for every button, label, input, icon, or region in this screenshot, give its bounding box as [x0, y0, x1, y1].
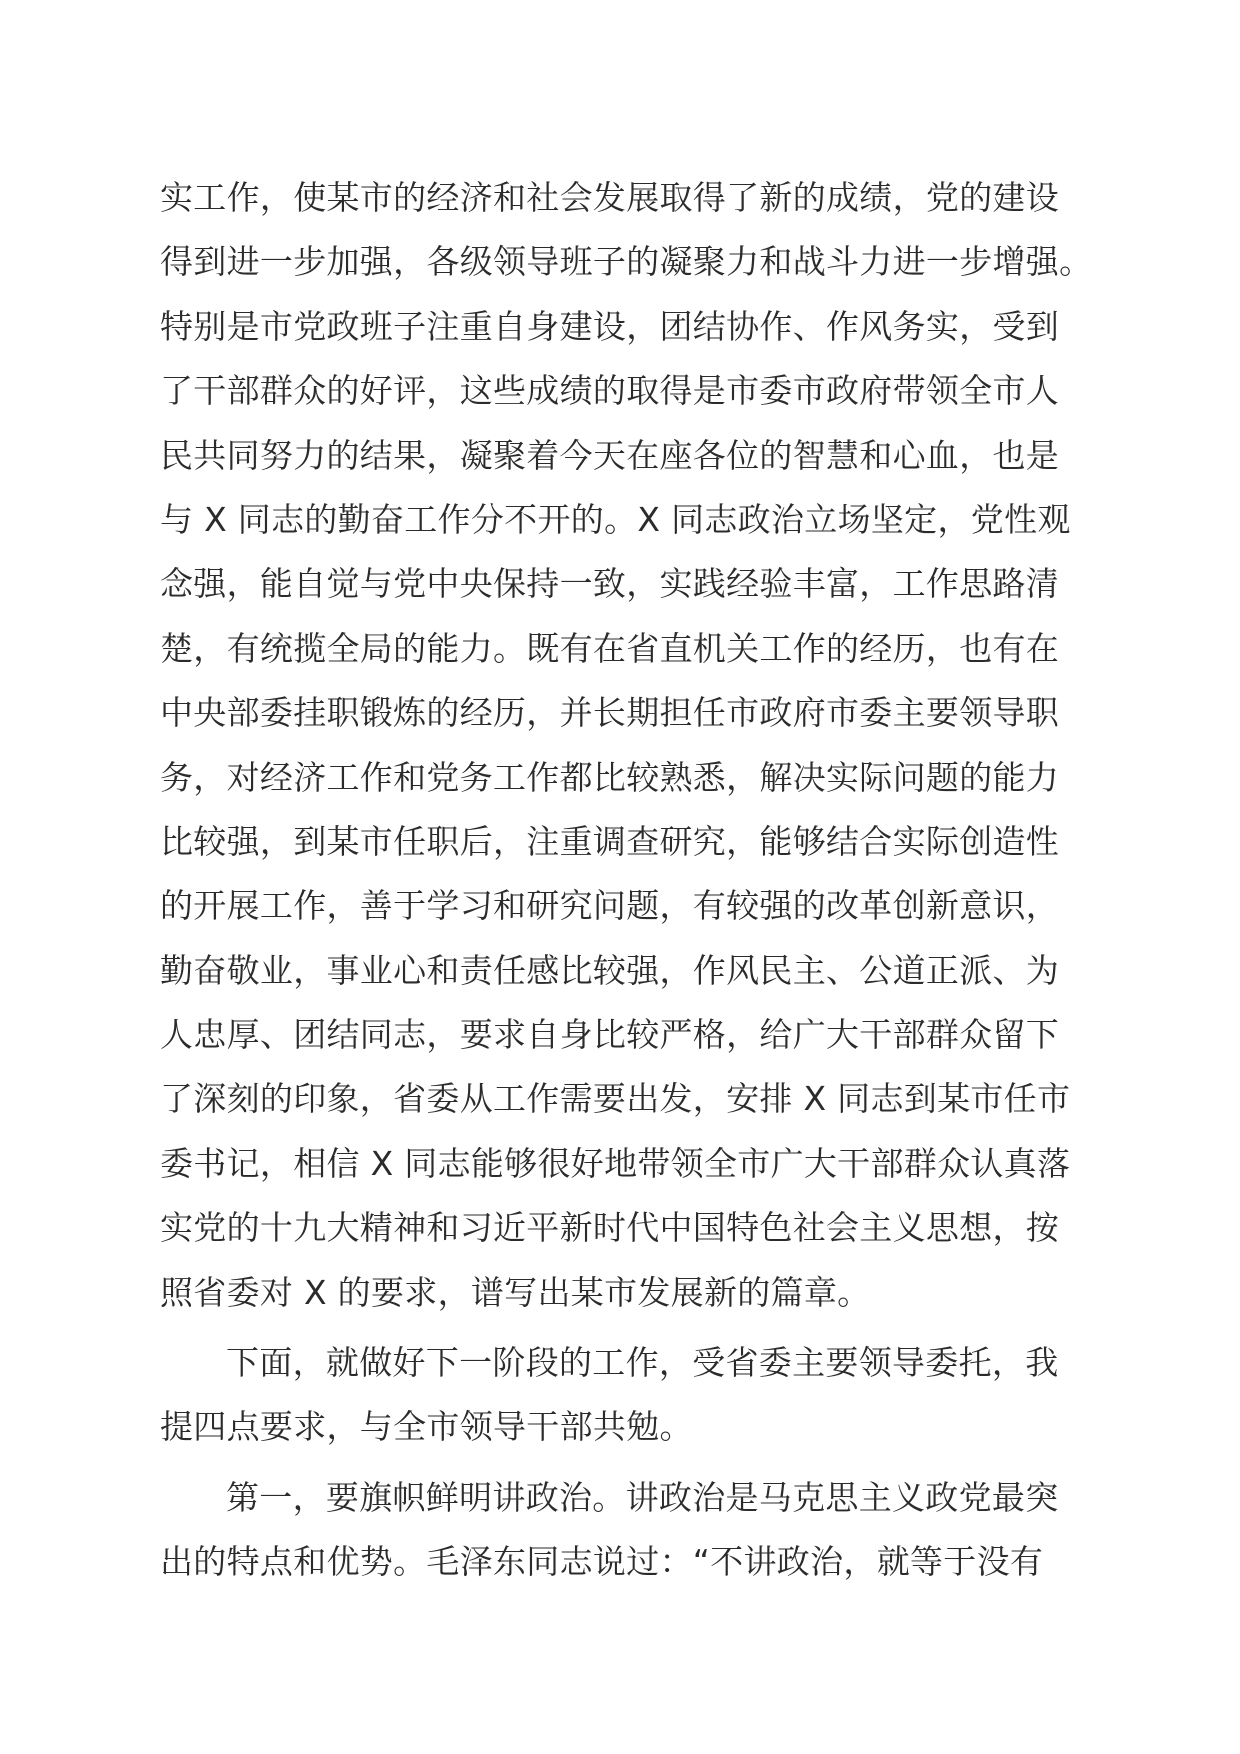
text-line: 照省委对 X 的要求，谱写出某市发展新的篇章。 [160, 1272, 871, 1312]
text-line: 得到进一步加强，各级领导班子的凝聚力和战斗力进一步增强。 [160, 242, 1093, 282]
text-line: 人忠厚、团结同志，要求自身比较严格，给广大干部群众留下 [160, 1015, 1060, 1055]
text-line: 的开展工作，善于学习和研究问题，有较强的改革创新意识， [160, 886, 1060, 926]
text-line: 念强，能自觉与党中央保持一致，实践经验丰富，工作思路清 [160, 564, 1060, 604]
text-line: 第一，要旗帜鲜明讲政治。讲政治是马克思主义政党最突 [226, 1477, 1059, 1517]
text-line: 民共同努力的结果，凝聚着今天在座各位的智慧和心血，也是 [160, 435, 1060, 475]
text-line: 了深刻的印象，省委从工作需要出发，安排 X 同志到某市任市 [160, 1079, 1071, 1119]
text-line: 了干部群众的好评，这些成绩的取得是市委市政府带领全市人 [160, 371, 1060, 411]
paragraph-2 [160, 1331, 1090, 1460]
text-line: 务，对经济工作和党务工作都比较熟悉，解决实际问题的能力 [160, 757, 1060, 797]
text-line: 勤奋敬业，事业心和责任感比较强，作风民主、公道正派、为 [160, 950, 1060, 990]
text-line: 与 X 同志的勤奋工作分不开的。X 同志政治立场坚定，党性观 [160, 499, 1071, 539]
paragraph-3 [160, 1466, 1090, 1595]
text-line: 中央部委挂职锻炼的经历，并长期担任市政府市委主要领导职 [160, 693, 1060, 733]
text-line: 楚，有统揽全局的能力。既有在省直机关工作的经历，也有在 [160, 628, 1060, 668]
text-line: 出的特点和优势。毛泽东同志说过：“不讲政治，就等于没有 [160, 1542, 1044, 1582]
text-line: 下面，就做好下一阶段的工作，受省委主要领导委托，我 [226, 1343, 1059, 1383]
text-line: 特别是市党政班子注重自身建设，团结协作、作风务实，受到 [160, 306, 1060, 346]
text-line: 提四点要求，与全市领导干部共勉。 [160, 1407, 693, 1447]
document-body [160, 166, 1093, 1595]
paragraph-1 [160, 166, 1093, 1325]
text-line: 实党的十九大精神和习近平新时代中国特色社会主义思想，按 [160, 1208, 1060, 1248]
text-line: 实工作，使某市的经济和社会发展取得了新的成绩，党的建设 [160, 178, 1060, 217]
text-line: 委书记，相信 X 同志能够很好地带领全市广大干部群众认真落 [160, 1143, 1071, 1183]
text-line: 比较强，到某市任职后，注重调查研究，能够结合实际创造性 [160, 821, 1060, 861]
